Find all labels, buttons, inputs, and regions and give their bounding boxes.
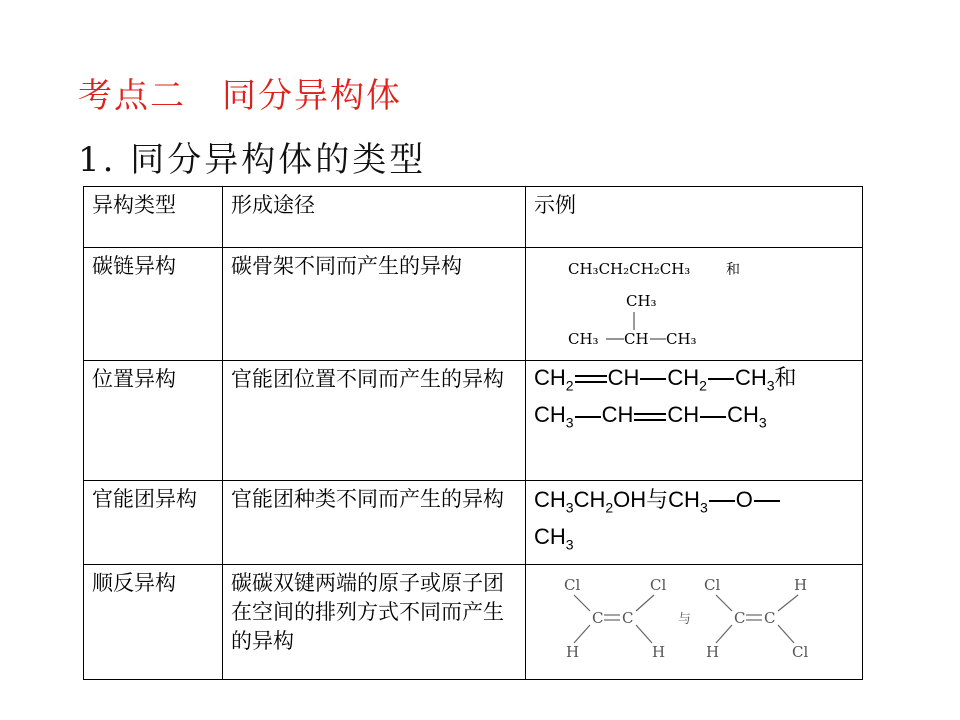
trans-h-left-bottom: H	[706, 642, 720, 661]
butane-formula: CH₃CH₂CH₂CH₃	[568, 260, 691, 278]
section-heading: 考点二 同分异构体	[78, 76, 402, 116]
example-cell	[526, 361, 863, 481]
cis-cl-left: Cl	[564, 575, 581, 594]
subsection-heading: 1. 同分异构体的类型	[78, 140, 427, 180]
table-row	[84, 361, 863, 481]
way-cell: 碳骨架不同而产生的异构	[223, 248, 526, 361]
dimethyl-ether-formula: $CH_3$ O $CH_3$	[534, 487, 781, 549]
table-header-row	[84, 187, 863, 248]
example-cell	[526, 481, 863, 565]
table-row	[84, 248, 863, 361]
trans-cl-left: Cl	[704, 575, 721, 594]
isobutane-center: CH	[624, 330, 649, 348]
trans-c-right: C	[764, 608, 776, 627]
trans-h-right-top: H	[794, 575, 808, 594]
cis-h-left: H	[566, 642, 580, 661]
carbon-chain-example	[526, 248, 862, 352]
way-cell: 官能团位置不同而产生的异构	[223, 361, 526, 481]
type-cell: 碳链异构	[84, 248, 223, 361]
cis-cl-right: Cl	[650, 575, 667, 594]
isomer-types-table	[83, 186, 863, 680]
header-cell: 异构类型	[84, 187, 223, 248]
way-cell: 碳碳双键两端的原子或原子团在空间的排列方式不同而产生的异构	[223, 564, 526, 679]
table-row	[84, 564, 863, 679]
with-label: 与	[646, 487, 669, 512]
with-label: 与	[678, 611, 692, 627]
and-label: 和	[726, 262, 740, 278]
isobutane-left: CH₃	[568, 330, 599, 348]
and-label: 和	[774, 365, 797, 390]
header-cell: 形成途径	[223, 187, 526, 248]
branch-methyl: CH₃	[626, 292, 657, 310]
cis-h-right: H	[652, 642, 666, 661]
trans-cl-right-bottom: Cl	[792, 642, 809, 661]
type-cell: 官能团异构	[84, 481, 223, 565]
butene-1-formula: $CH_2$ CH $CH_2$ $CH_3$和	[534, 365, 797, 394]
ethanol-formula: $CH_3CH_2OH$	[534, 487, 647, 516]
cis-c-right: C	[622, 608, 634, 627]
cis-c-left: C	[592, 608, 604, 627]
example-cell	[526, 248, 863, 361]
example-cell	[526, 564, 863, 679]
header-cell: 示例	[526, 187, 863, 248]
type-cell: 顺反异构	[84, 564, 223, 679]
butene-2-formula: $CH_3$ CH CH $CH_3$	[534, 402, 767, 431]
type-cell: 位置异构	[84, 361, 223, 481]
way-cell: 官能团种类不同而产生的异构	[223, 481, 526, 565]
cis-trans-example	[526, 565, 862, 671]
table-row	[84, 481, 863, 565]
isobutane-right: CH₃	[666, 330, 697, 348]
trans-c-left: C	[734, 608, 746, 627]
